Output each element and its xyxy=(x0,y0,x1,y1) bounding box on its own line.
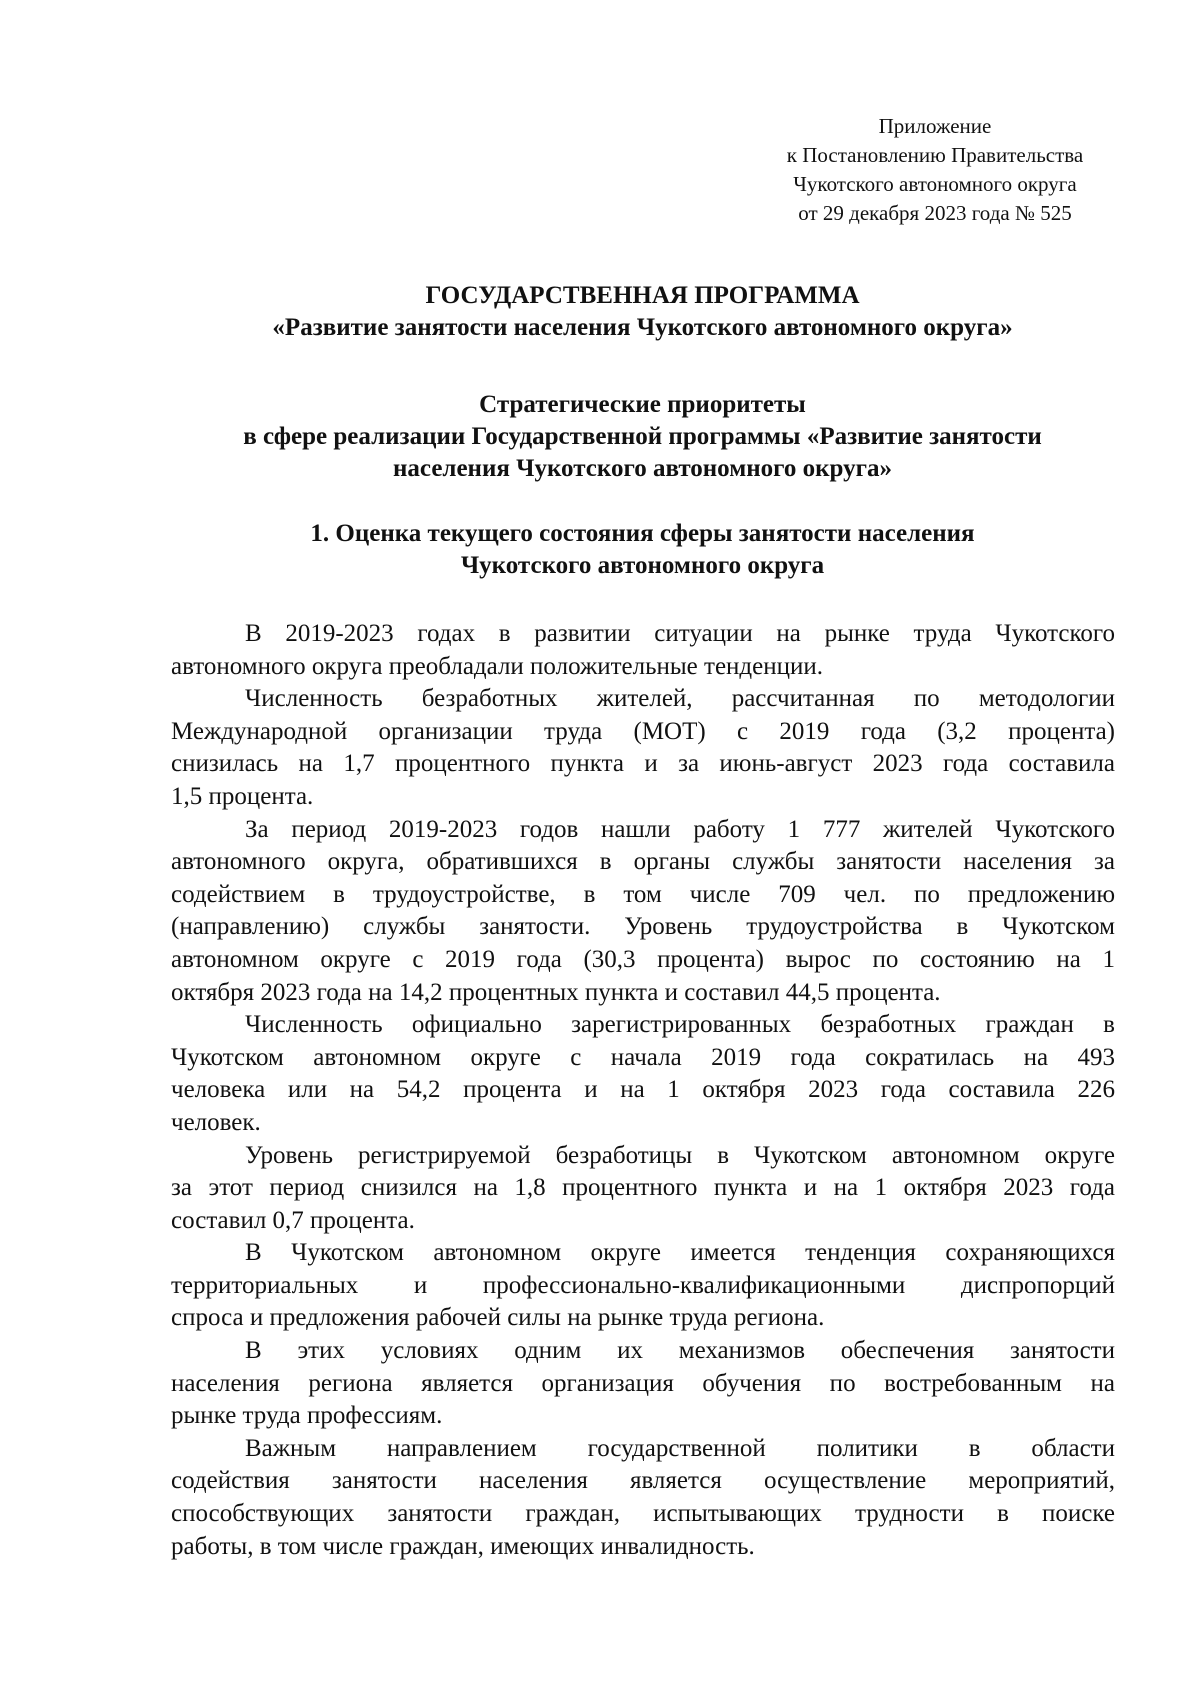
paragraph-line: территориальных и профессионально-квалификационными диспропорций xyxy=(171,1271,1115,1299)
body-paragraph xyxy=(171,683,1115,813)
priorities-line: Стратегические приоритеты xyxy=(479,391,806,418)
paragraph-line: 1,5 процента. xyxy=(171,782,314,810)
paragraph-line: автономном округе с 2019 года (30,3 процента) вырос по состоянию на 1 xyxy=(171,945,1115,973)
body-paragraph xyxy=(171,1433,1115,1563)
paragraph-line: (направлению) службы занятости. Уровень трудоустройства в Чукотском xyxy=(171,913,1115,941)
paragraph-line: Международной организации труда (МОТ) с 2019 года (3,2 процента) xyxy=(171,717,1115,745)
section-line: Чукотского автономного округа xyxy=(460,552,825,579)
paragraph-line: содействия занятости населения является осуществление мероприятий, xyxy=(171,1467,1115,1495)
paragraph-line: Уровень регистрируемой безработицы в Чукотском автономном округе xyxy=(245,1141,1115,1169)
paragraph-line: рынке труда профессиям. xyxy=(171,1402,443,1430)
program-heading xyxy=(170,280,1115,344)
paragraph-line: автономного округа, обратившихся в органы службы занятости населения за xyxy=(171,848,1115,876)
paragraph-line: Численность безработных жителей, рассчитанная по методологии xyxy=(245,685,1115,713)
appendix-line: Приложение xyxy=(878,114,992,138)
priorities-line: в сфере реализации Государственной программы «Развитие занятости xyxy=(243,423,1042,450)
paragraph-line: содействием в трудоустройстве, в том числе 709 чел. по предложению xyxy=(171,880,1115,908)
appendix-note xyxy=(740,112,1130,228)
paragraph-line: снизилась на 1,7 процентного пункта и за июнь-август 2023 года составила xyxy=(171,750,1115,778)
paragraph-line: За период 2019-2023 годов нашли работу 1 777 жителей Чукотского xyxy=(245,815,1115,843)
program-subtitle: «Развитие занятости населения Чукотского автономного округа» xyxy=(272,314,1013,341)
body-text xyxy=(171,618,1115,1563)
paragraph-line: автономного округа преобладали положительные тенденции. xyxy=(171,652,824,680)
paragraph-line: Чукотском автономном округе с начала 2019 года сократилась на 493 xyxy=(171,1043,1115,1071)
priorities-line: населения Чукотского автономного округа» xyxy=(393,455,892,482)
paragraph-line: составил 0,7 процента. xyxy=(171,1206,415,1234)
paragraph-line: работы, в том числе граждан, имеющих инвалидность. xyxy=(171,1532,755,1560)
paragraph-line: человека или на 54,2 процента и на 1 октября 2023 года составила 226 xyxy=(171,1076,1115,1104)
body-paragraph xyxy=(171,1335,1115,1433)
body-paragraph xyxy=(171,814,1115,1010)
paragraph-line: В 2019-2023 годах в развитии ситуации на рынке труда Чукотского xyxy=(245,620,1115,647)
body-paragraph xyxy=(171,1140,1115,1238)
paragraph-line: В Чукотском автономном округе имеется тенденция сохраняющихся xyxy=(245,1239,1115,1267)
section-line: 1. Оценка текущего состояния сферы занятости населения xyxy=(310,520,975,547)
section-heading xyxy=(170,518,1115,582)
body-paragraph xyxy=(171,618,1115,683)
paragraph-line: спроса и предложения рабочей силы на рынке труда региона. xyxy=(171,1304,825,1332)
paragraph-line: В этих условиях одним их механизмов обеспечения занятости xyxy=(245,1337,1115,1365)
paragraph-line: способствующих занятости граждан, испытывающих трудности в поиске xyxy=(171,1500,1115,1528)
priorities-heading xyxy=(170,389,1115,485)
paragraph-line: октября 2023 года на 14,2 процентных пункта и составил 44,5 процента. xyxy=(171,978,941,1006)
body-paragraph xyxy=(171,1009,1115,1139)
paragraph-line: Численность официально зарегистрированных безработных граждан в xyxy=(245,1011,1115,1039)
program-title: ГОСУДАРСТВЕННАЯ ПРОГРАММА xyxy=(425,282,860,309)
paragraph-line: населения региона является организация обучения по востребованным на xyxy=(171,1369,1115,1397)
paragraph-line: Важным направлением государственной политики в области xyxy=(245,1434,1115,1462)
body-paragraph xyxy=(171,1237,1115,1335)
paragraph-line: человек. xyxy=(171,1108,261,1136)
appendix-line: Чукотского автономного округа xyxy=(793,172,1077,196)
paragraph-line: за этот период снизился на 1,8 процентного пункта и на 1 октября 2023 года xyxy=(171,1174,1115,1202)
appendix-line: от 29 декабря 2023 года № 525 xyxy=(798,201,1072,225)
appendix-line: к Постановлению Правительства xyxy=(786,143,1084,167)
